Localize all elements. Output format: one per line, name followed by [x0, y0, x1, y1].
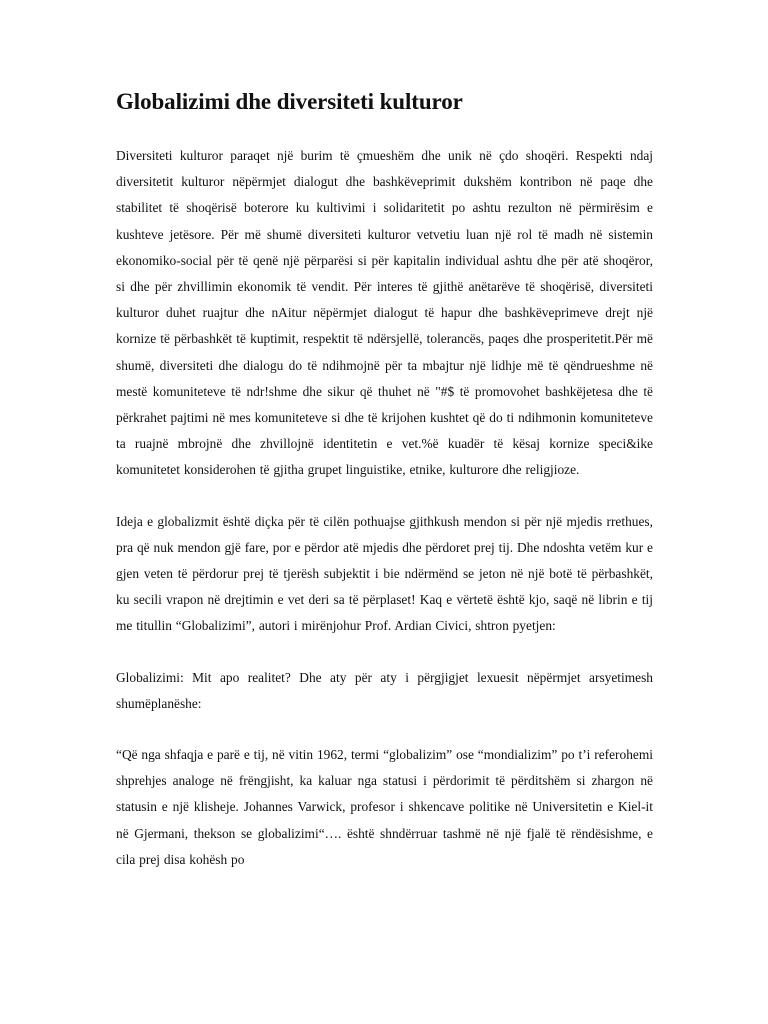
paragraph-cultural-diversity: Diversiteti kulturor paraqet një burim të çmueshëm dhe unik në çdo shoqëri. Respekti ndaj diversitetit kulturor nëpërmjet dialogut dhe bashkëveprimit dukshëm kontribon në paqe dhe stabilitet të shoqërisë boterore ku kultivimi i solidaritetit po ashtu rezulton në përmirësim e kushteve jetësore. Për më shumë diversiteti kulturor vetvetiu luan një rol të madh në sistemin ekonomiko-social për të qenë një përparësi si për kapitalin individual ashtu dhe për atë shoqëror, si dhe për zhvillimin ekonomik të vendit. Për interes të gjithë anëtarëve të shoqërisë, diversiteti kulturor duhet ruajtur dhe nAitur nëpërmjet dialogut të hapur dhe bashkëveprimeve drejt një kornize të përbashkët të kuptimit, respektit të ndërsjellë, tolerancës, paqes dhe prosperitetit.Për më shumë, diversiteti dhe dialogu do të ndihmojnë për ta mbajtur një lidhje më të qëndrueshme në mestë komuniteteve të ndr!shme dhe sikur që thuhet në "#$ të promovohet bashkëjetesa dhe të përkrahet pajtimi në mes komuniteteve si dhe të krijohen kushtet që do ti ndihmonin komuniteteve ta ruajnë mbrojnë dhe zhvillojnë identitetin e vet.%ë kuadër të kësaj kornize speci&ike komunitetet konsiderohen të gjitha grupet linguistike, etnike, kulturore dhe religjioze. [116, 148, 653, 478]
paragraph-idea-of-globalism: Ideja e globalizmit është diçka për të cilën pothuajse gjithkush mendon si për një mjedis rrethues, pra që nuk mendon gjë fare, por e përdor atë mjedis dhe përdoret prej tij. Dhe ndoshta vetëm kur e gjen veten të përdorur prej të tjerësh subjektit i bie ndërmënd se jeton në një botë të përbashkët, ku secili vrapon në drejtimin e vet deri sa të përplaset! Kaq e vërtetë është kjo, saqë në librin e tij me titullin “Globalizimi”, autori i mirënjohur Prof. Ardian Civici, shtron pyetjen: [116, 513, 653, 634]
document-page [116, 86, 653, 898]
paragraph-quote-globalization: “Që nga shfaqja e parë e tij, në vitin 1962, termi “globalizim” ose “mondializim” po t’i referohemi shprehjes analoge në frëngjisht, ka kaluar nga statusi i përdorimit të përditshëm si zhargon në statusin e një klisheje. Johannes Varwick, profesor i shkencave politike në Universitetin e Kiel-it në Gjermani, thekson se globalizimi“…. është shndërruar tashmë në një fjalë të rëndësishme, e cila prej disa kohësh po [116, 747, 653, 867]
document-title: Globalizimi dhe diversiteti kulturor [116, 89, 463, 114]
paragraph-myth-or-reality: Globalizimi: Mit apo realitet? Dhe aty për aty i përgjigjet lexuesit nëpërmjet arsyetimesh shumëplanëshe: [116, 669, 653, 711]
